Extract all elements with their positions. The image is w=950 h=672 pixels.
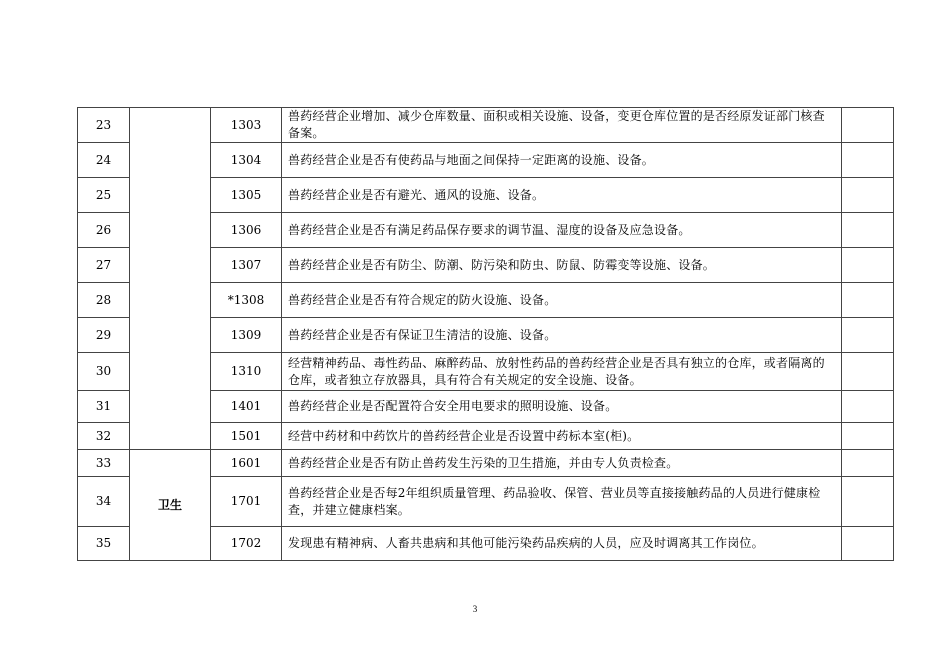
item-description: 经营中药材和中药饮片的兽药经营企业是否设置中药标本室(柜)。 <box>282 423 842 450</box>
category-cell-hygiene: 卫生 <box>130 450 211 561</box>
page-number: 3 <box>472 604 478 614</box>
row-number: 24 <box>78 143 130 178</box>
row-number: 27 <box>78 248 130 283</box>
result-cell <box>842 423 894 450</box>
result-cell <box>842 143 894 178</box>
row-number: 33 <box>78 450 130 477</box>
result-cell <box>842 213 894 248</box>
item-description: 兽药经营企业是否有符合规定的防火设施、设备。 <box>282 283 842 318</box>
item-description: 发现患有精神病、人畜共患病和其他可能污染药品疾病的人员，应及时调离其工作岗位。 <box>282 527 842 561</box>
item-description: 兽药经营企业增加、减少仓库数量、面积或相关设施、设备，变更仓库位置的是否经原发证部门核查备案。 <box>282 108 842 143</box>
row-number: 32 <box>78 423 130 450</box>
item-code: 1501 <box>211 423 282 450</box>
row-number: 35 <box>78 527 130 561</box>
table-row <box>78 108 894 143</box>
result-cell <box>842 108 894 143</box>
item-code: 1306 <box>211 213 282 248</box>
item-description: 兽药经营企业是否有使药品与地面之间保持一定距离的设施、设备。 <box>282 143 842 178</box>
row-number: 30 <box>78 353 130 391</box>
item-description: 兽药经营企业是否有防尘、防潮、防污染和防虫、防鼠、防霉变等设施、设备。 <box>282 248 842 283</box>
item-code: 1310 <box>211 353 282 391</box>
result-cell <box>842 527 894 561</box>
item-code: 1303 <box>211 108 282 143</box>
result-cell <box>842 248 894 283</box>
result-cell <box>842 283 894 318</box>
row-number: 28 <box>78 283 130 318</box>
row-number: 25 <box>78 178 130 213</box>
result-cell <box>842 353 894 391</box>
row-number: 26 <box>78 213 130 248</box>
item-code: 1701 <box>211 477 282 527</box>
row-number: 31 <box>78 391 130 423</box>
result-cell <box>842 450 894 477</box>
category-cell-facilities <box>130 108 211 450</box>
item-code: 1601 <box>211 450 282 477</box>
result-cell <box>842 178 894 213</box>
item-code: 1702 <box>211 527 282 561</box>
item-code: *1308 <box>211 283 282 318</box>
item-code: 1309 <box>211 318 282 353</box>
result-cell <box>842 318 894 353</box>
item-description: 兽药经营企业是否有避光、通风的设施、设备。 <box>282 178 842 213</box>
item-description: 兽药经营企业是否每2年组织质量管理、药品验收、保管、营业员等直接接触药品的人员进行健康检查，并建立健康档案。 <box>282 477 842 527</box>
result-cell <box>842 391 894 423</box>
inspection-table <box>77 107 894 561</box>
item-description: 经营精神药品、毒性药品、麻醉药品、放射性药品的兽药经营企业是否具有独立的仓库，或者隔离的仓库，或者独立存放器具，具有符合有关规定的安全设施、设备。 <box>282 353 842 391</box>
item-code: 1304 <box>211 143 282 178</box>
item-code: 1305 <box>211 178 282 213</box>
row-number: 29 <box>78 318 130 353</box>
item-description: 兽药经营企业是否有保证卫生清洁的设施、设备。 <box>282 318 842 353</box>
item-code: 1401 <box>211 391 282 423</box>
row-number: 34 <box>78 477 130 527</box>
table-row <box>78 450 894 477</box>
item-description: 兽药经营企业是否有满足药品保存要求的调节温、湿度的设备及应急设备。 <box>282 213 842 248</box>
item-code: 1307 <box>211 248 282 283</box>
result-cell <box>842 477 894 527</box>
item-description: 兽药经营企业是否配置符合安全用电要求的照明设施、设备。 <box>282 391 842 423</box>
item-description: 兽药经营企业是否有防止兽药发生污染的卫生措施，并由专人负责检查。 <box>282 450 842 477</box>
row-number: 23 <box>78 108 130 143</box>
